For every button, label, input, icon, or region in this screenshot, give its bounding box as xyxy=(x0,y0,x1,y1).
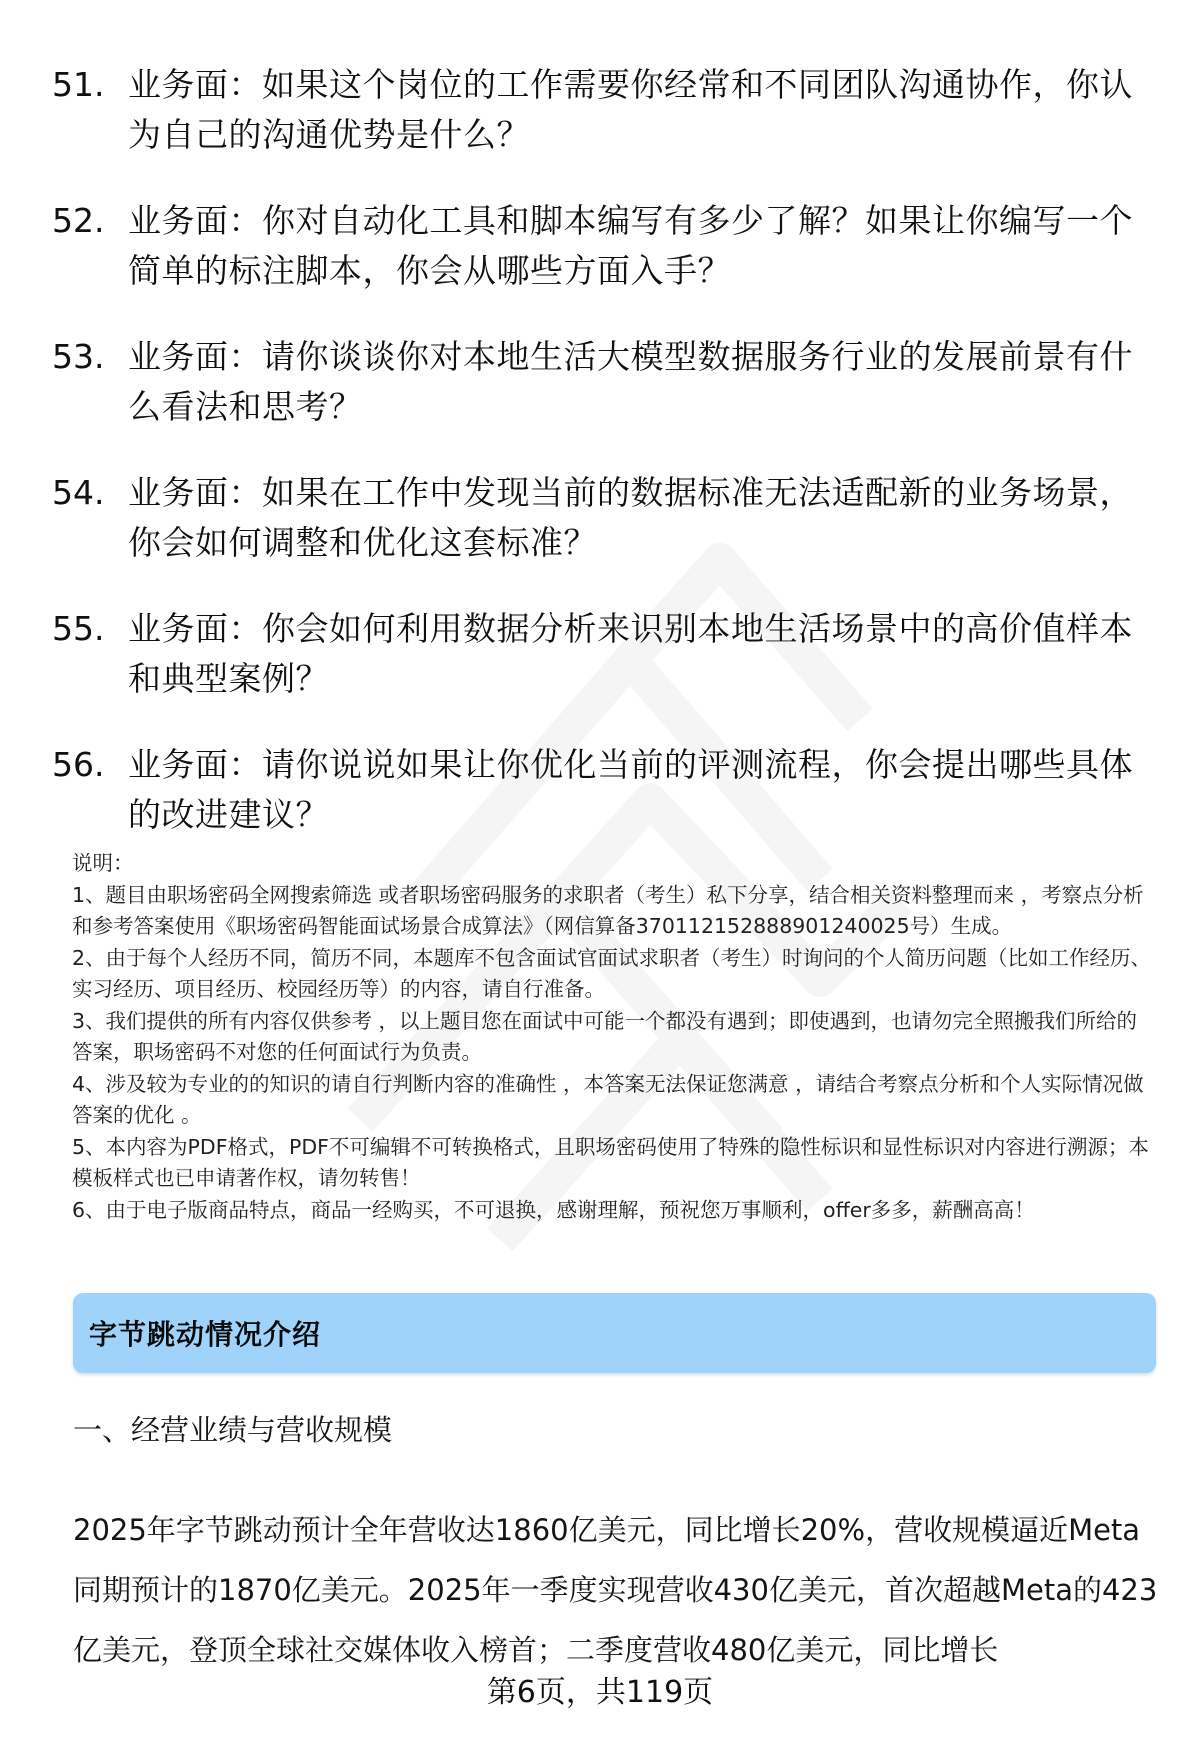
section-banner xyxy=(73,1293,1156,1373)
question-number: 56. xyxy=(52,745,105,784)
note-item: 3、我们提供的所有内容仅供参考 ，以上题目您在面试中可能一个都没有遇到；即使遇到，也请勿完全照搬我们所给的答案，职场密码不对您的任何面试行为负责。 xyxy=(72,1008,1138,1064)
notes-block xyxy=(72,848,1157,1226)
question-item xyxy=(52,604,1152,704)
question-list xyxy=(52,60,1152,876)
question-number: 51. xyxy=(52,65,105,104)
note-item: 6、由于电子版商品特点，商品一经购买，不可退换，感谢理解，预祝您万事顺利，offer多多，薪酬高高！ xyxy=(72,1197,1035,1222)
question-text: 业务面：请你谈谈你对本地生活大模型数据服务行业的发展前景有什么看法和思考？ xyxy=(128,337,1133,426)
note-item: 4、涉及较为专业的的知识的请自行判断内容的准确性 ，本答案无法保证您满意 ，请结合考察点分析和个人实际情况做答案的优化 。 xyxy=(72,1071,1144,1127)
question-text: 业务面：你会如何利用数据分析来识别本地生活场景中的高价值样本和典型案例？ xyxy=(128,609,1133,698)
body-paragraph: 2025年字节跳动预计全年营收达1860亿美元，同比增长20%，营收规模逼近Meta同期预计的1870亿美元。2025年一季度实现营收430亿美元，首次超越Meta的423亿美元，登顶全球社交媒体收入榜首；二季度营收480亿美元，同比增长 xyxy=(73,1513,1158,1667)
question-item xyxy=(52,468,1152,568)
note-item: 2、由于每个人经历不同，简历不同，本题库不包含面试官面试求职者（考生）时询问的个人简历问题（比如工作经历、实习经历、项目经历、校园经历等）的内容，请自行准备。 xyxy=(72,945,1152,1001)
note-item: 1、题目由职场密码全网搜索筛选 或者职场密码服务的求职者（考生）私下分享，结合相关资料整理而来 ，考察点分析和参考答案使用《职场密码智能面试场景合成算法》（网信算备370112152888901240025号）生成。 xyxy=(72,882,1144,938)
page-footer: 第6页，共119页 xyxy=(486,1675,714,1710)
question-number: 53. xyxy=(52,337,105,376)
question-item xyxy=(52,60,1152,160)
question-item xyxy=(52,332,1152,432)
question-text: 业务面：请你说说如果让你优化当前的评测流程，你会提出哪些具体的改进建议？ xyxy=(128,745,1133,834)
question-text: 业务面：如果在工作中发现当前的数据标准无法适配新的业务场景，你会如何调整和优化这套标准？ xyxy=(128,473,1133,562)
question-number: 52. xyxy=(52,201,105,240)
notes-title: 说明： xyxy=(72,851,134,875)
question-text: 业务面：你对自动化工具和脚本编写有多少了解？如果让你编写一个简单的标注脚本，你会从哪些方面入手？ xyxy=(128,201,1133,290)
question-item xyxy=(52,740,1152,840)
section-subheading: 一、经营业绩与营收规模 xyxy=(73,1413,393,1447)
question-item xyxy=(52,196,1152,296)
section-title: 字节跳动情况介绍 xyxy=(89,1318,322,1351)
question-number: 55. xyxy=(52,609,105,648)
note-item: 5、本内容为PDF格式，PDF不可编辑不可转换格式，且职场密码使用了特殊的隐性标识和显性标识对内容进行溯源；本模板样式也已申请著作权，请勿转售！ xyxy=(72,1134,1149,1190)
question-text: 业务面：如果这个岗位的工作需要你经常和不同团队沟通协作，你认为自己的沟通优势是什么？ xyxy=(128,65,1133,154)
question-number: 54. xyxy=(52,473,105,512)
